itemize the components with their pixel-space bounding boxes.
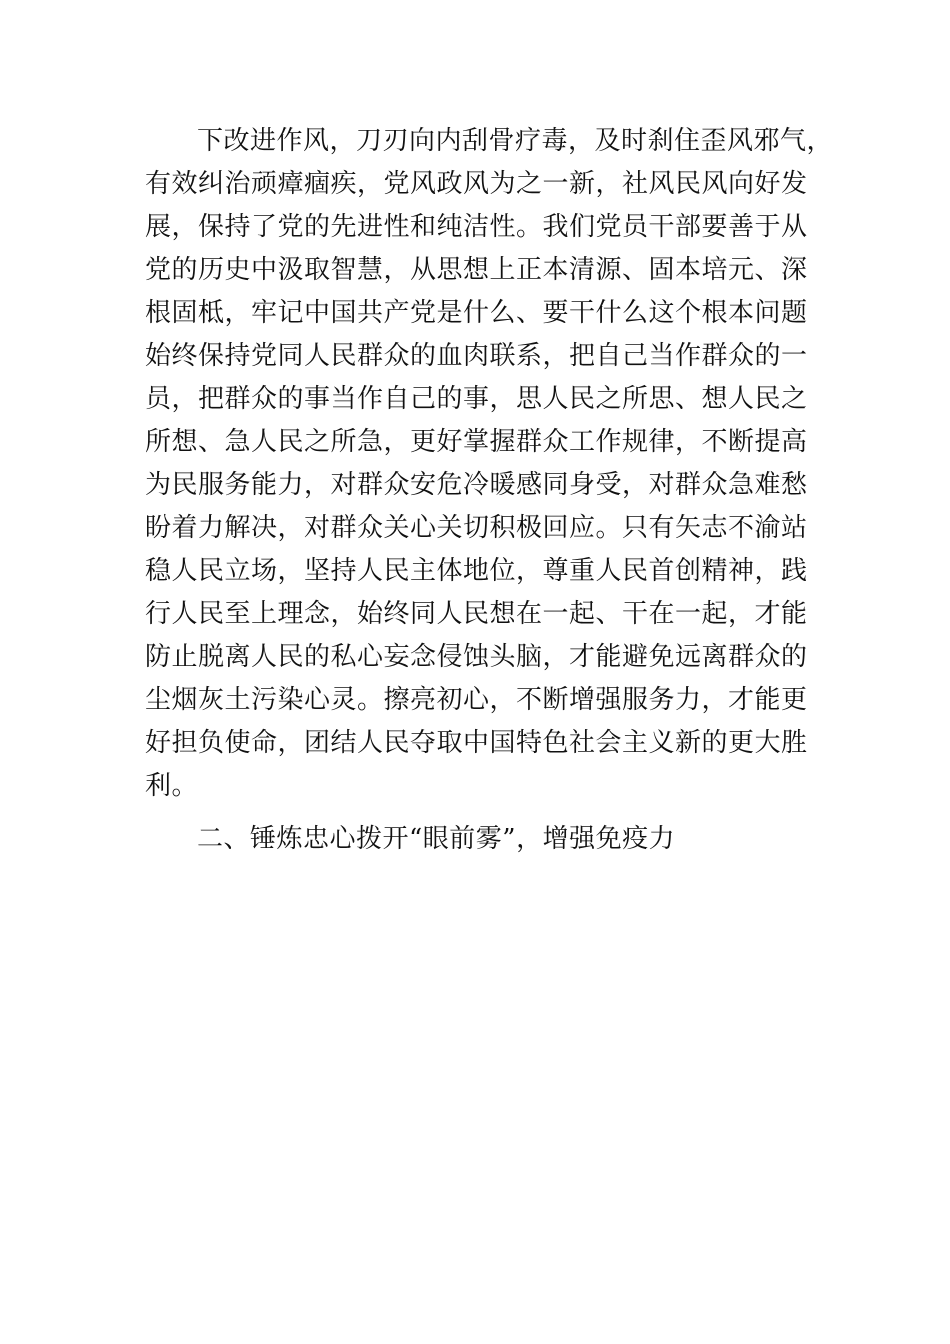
paragraph-line: 有效纠治顽瘴痼疾，党风政风为之一新，社风民风向好发 (145, 169, 808, 199)
paragraph-line: 所想、急人民之所急，更好掌握群众工作规律，不断提高 (145, 427, 808, 457)
paragraph-line: 利。 (145, 771, 199, 801)
paragraph-line: 始终保持党同人民群众的血肉联系，把自己当作群众的一 (145, 341, 808, 371)
paragraph-line: 下改进作风，刀刃向内刮骨疗毒，及时刹住歪风邪气， (197, 126, 834, 156)
section-heading: 二、锤炼忠心拨开“眼前雾”，增强免疫力 (197, 824, 676, 854)
paragraph-line: 展，保持了党的先进性和纯洁性。我们党员干部要善于从 (145, 212, 808, 242)
paragraph-line: 员，把群众的事当作自己的事，思人民之所思、想人民之 (145, 384, 808, 414)
paragraph-line: 好担负使命，团结人民夺取中国特色社会主义新的更大胜 (145, 728, 808, 758)
paragraph-line: 行人民至上理念，始终同人民想在一起、干在一起，才能 (145, 599, 808, 629)
paragraph-line: 防止脱离人民的私心妄念侵蚀头脑，才能避免远离群众的 (145, 642, 808, 672)
paragraph-line: 根固柢，牢记中国共产党是什么、要干什么这个根本问题 (145, 298, 808, 328)
paragraph-line: 盼着力解决，对群众关心关切积极回应。只有矢志不渝站 (145, 513, 808, 543)
paragraph-line: 稳人民立场，坚持人民主体地位，尊重人民首创精神，践 (145, 556, 808, 586)
paragraph-line: 为民服务能力，对群众安危冷暖感同身受，对群众急难愁 (145, 470, 808, 500)
paragraph-line: 尘烟灰土污染心灵。擦亮初心，不断增强服务力，才能更 (145, 685, 808, 715)
paragraph-line: 党的历史中汲取智慧，从思想上正本清源、固本培元、深 (145, 255, 808, 285)
